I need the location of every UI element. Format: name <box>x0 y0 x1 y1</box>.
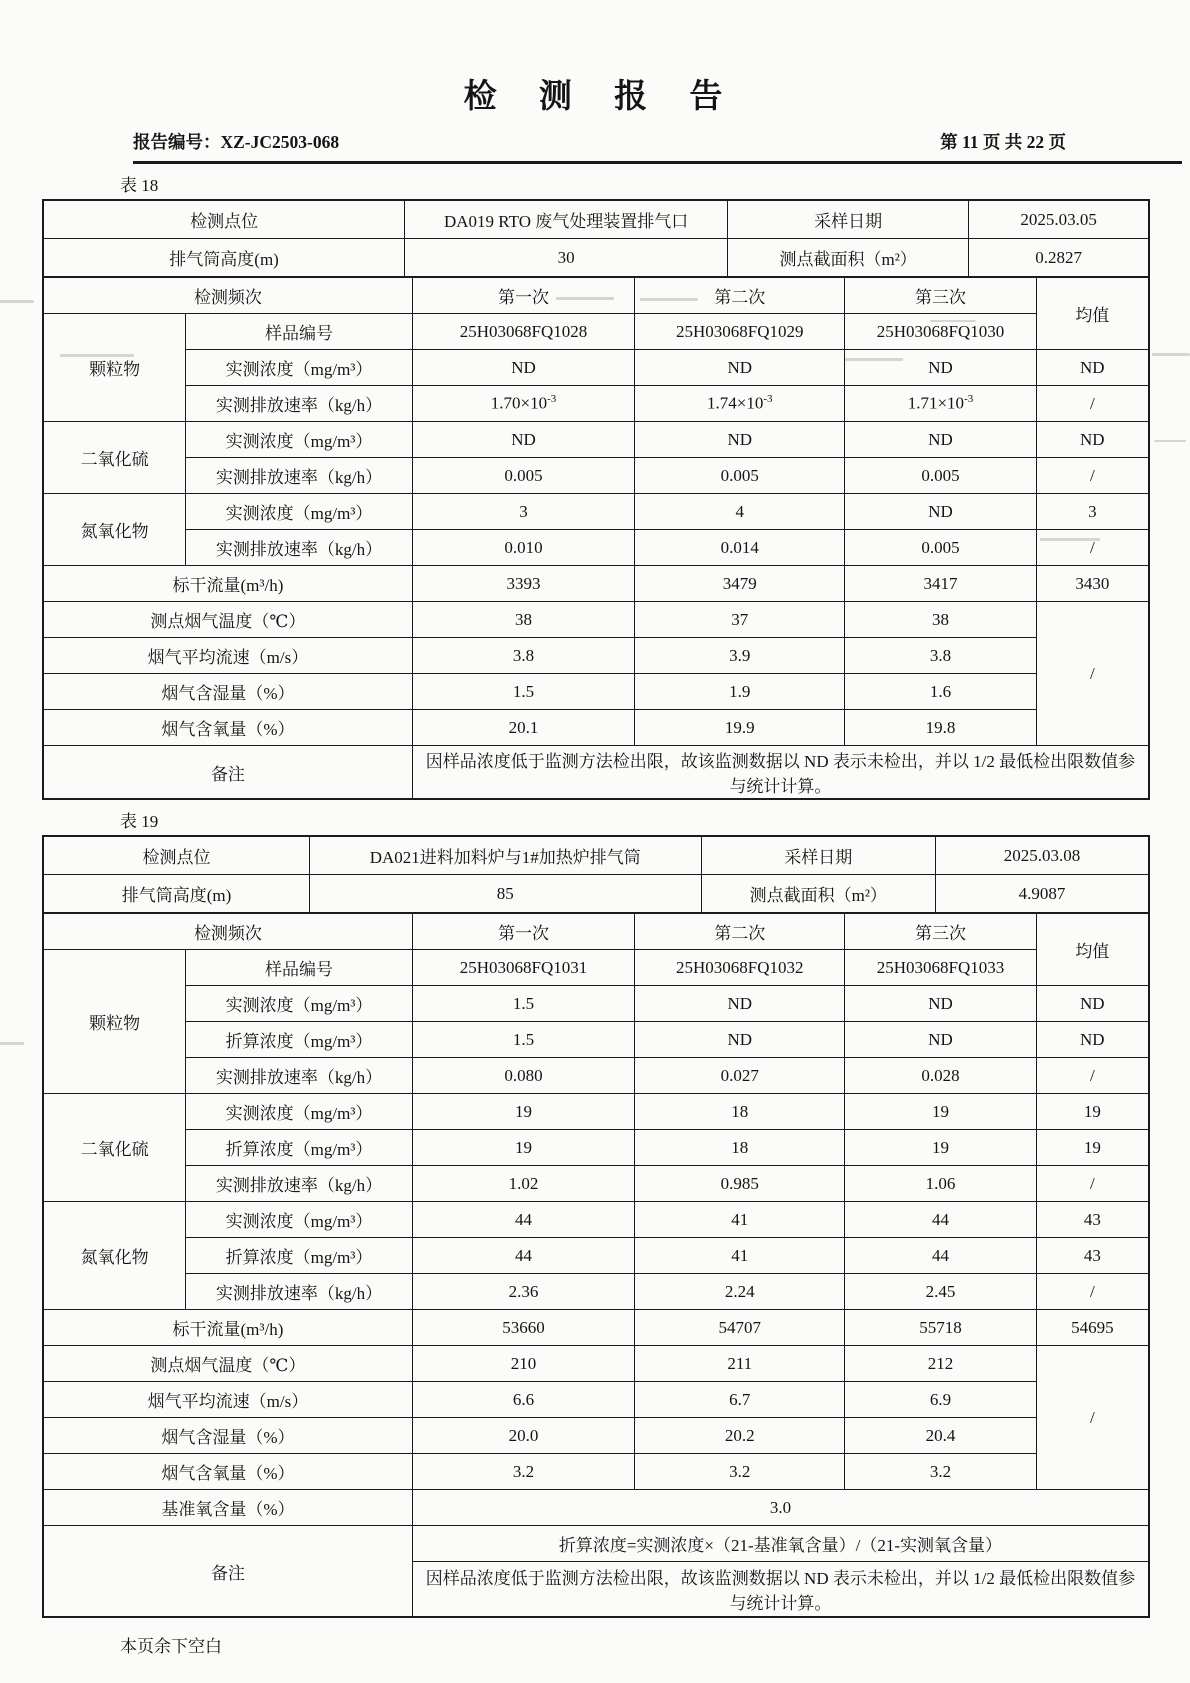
table18-caption: 表 18 <box>120 176 159 195</box>
run-header-cell: 第一次 <box>412 913 634 950</box>
baseline-oxygen-label-cell: 基准氧含量（%） <box>43 1490 412 1526</box>
scan-artifact <box>1154 440 1186 442</box>
avg-value-cell: ND <box>1036 986 1149 1022</box>
value-cell: ND <box>635 1022 845 1058</box>
value-cell: ND <box>845 494 1036 530</box>
value-cell: 44 <box>412 1202 634 1238</box>
stack-height-label-cell: 排气筒高度(m) <box>43 239 405 278</box>
value-cell: 0.005 <box>635 458 845 494</box>
header-rule <box>133 161 1182 164</box>
value-cell: 3417 <box>845 566 1036 602</box>
param-label-cell: 实测浓度（mg/m³） <box>186 422 413 458</box>
value-cell: 0.005 <box>845 458 1036 494</box>
misc-label-cell: 烟气含氧量（%） <box>43 710 412 746</box>
report-header-row <box>133 129 1066 154</box>
value-cell: 37 <box>635 602 845 638</box>
param-label-cell: 实测浓度（mg/m³） <box>186 350 413 386</box>
remark-text-cell: 因样品浓度低于监测方法检出限，故该监测数据以 ND 表示未检出，并以 1/2 最低检出限数值参与统计计算。 <box>412 746 1149 800</box>
value-cell: 1.5 <box>412 1022 634 1058</box>
value-cell: 3393 <box>412 566 634 602</box>
avg-value-cell: / <box>1036 458 1149 494</box>
value-cell: 0.028 <box>845 1058 1036 1094</box>
section-area-value-cell: 4.9087 <box>936 875 1149 914</box>
value-cell: 53660 <box>412 1310 634 1346</box>
page-number: 第 11 页 共 22 页 <box>940 132 1066 152</box>
avg-value-cell: 19 <box>1036 1130 1149 1166</box>
page-footer-note: 本页余下空白 <box>120 1637 222 1656</box>
value-cell: 2.36 <box>412 1274 634 1310</box>
value-cell: ND <box>635 986 845 1022</box>
value-cell: 1.5 <box>412 674 634 710</box>
misc-avg-cell: / <box>1036 602 1149 746</box>
value-cell <box>845 386 1036 422</box>
value-cell: 20.1 <box>412 710 634 746</box>
report-number-label: 报告编号： <box>133 132 221 152</box>
value-cell: ND <box>845 986 1036 1022</box>
run-header-cell: 第二次 <box>635 913 845 950</box>
value-cell: ND <box>635 422 845 458</box>
value-cell: 210 <box>412 1346 634 1382</box>
value-cell: 2.24 <box>635 1274 845 1310</box>
value-cell <box>412 386 634 422</box>
value-cell: 3.2 <box>635 1454 845 1490</box>
report-number <box>133 129 339 154</box>
value-cell: 1.9 <box>635 674 845 710</box>
misc-label-cell: 烟气平均流速（m/s） <box>43 638 412 674</box>
value-cell: ND <box>845 350 1036 386</box>
value-cell: 44 <box>845 1238 1036 1274</box>
scan-artifact <box>0 300 34 303</box>
pollutant-name-cell: 氮氧化物 <box>43 1202 186 1310</box>
value-cell: 6.7 <box>635 1382 845 1418</box>
value-cell: ND <box>845 422 1036 458</box>
misc-label-cell: 测点烟气温度（℃） <box>43 1346 412 1382</box>
value-cell: 3.2 <box>845 1454 1036 1490</box>
param-label-cell: 实测排放速率（kg/h） <box>186 1058 413 1094</box>
value-cell: 3479 <box>635 566 845 602</box>
pollutant-name-cell: 颗粒物 <box>43 950 186 1094</box>
avg-value-cell: 43 <box>1036 1238 1149 1274</box>
value-cell: 6.9 <box>845 1382 1036 1418</box>
sci-base: 1.70×10 <box>490 393 548 413</box>
value-cell: 54707 <box>635 1310 845 1346</box>
scan-artifact <box>1152 353 1190 356</box>
pollutant-name-cell: 颗粒物 <box>43 314 186 422</box>
value-cell: 0.005 <box>412 458 634 494</box>
point-value-cell: DA019 RTO 废气处理装置排气口 <box>405 200 728 239</box>
stack-height-value-cell: 85 <box>310 875 702 914</box>
misc-label-cell: 烟气含湿量（%） <box>43 1418 412 1454</box>
misc-avg-cell: / <box>1036 1346 1149 1490</box>
value-cell: 18 <box>635 1094 845 1130</box>
value-cell: ND <box>412 350 634 386</box>
param-label-cell: 实测浓度（mg/m³） <box>186 1094 413 1130</box>
table18-info <box>42 199 1150 278</box>
value-cell: 19.8 <box>845 710 1036 746</box>
run-header-cell: 第二次 <box>635 277 845 314</box>
value-cell: 0.010 <box>412 530 634 566</box>
value-cell: 0.005 <box>845 530 1036 566</box>
value-cell: 2.45 <box>845 1274 1036 1310</box>
point-value-cell: DA021进料加料炉与1#加热炉排气筒 <box>310 836 702 875</box>
value-cell: 1.6 <box>845 674 1036 710</box>
value-cell: 18 <box>635 1130 845 1166</box>
avg-value-cell: 54695 <box>1036 1310 1149 1346</box>
value-cell <box>635 386 845 422</box>
doc-title: 检 测 报 告 <box>463 79 729 115</box>
value-cell: 211 <box>635 1346 845 1382</box>
value-cell: 20.0 <box>412 1418 634 1454</box>
sci-base: 1.74×10 <box>706 393 764 413</box>
flow-label-cell: 标干流量(m³/h) <box>43 1310 412 1346</box>
stack-height-label-cell: 排气筒高度(m) <box>43 875 310 914</box>
misc-label-cell: 烟气含氧量（%） <box>43 1454 412 1490</box>
sample-id-cell: 25H03068FQ1032 <box>635 950 845 986</box>
value-cell: 19 <box>845 1094 1036 1130</box>
value-cell: 38 <box>412 602 634 638</box>
value-cell: 0.014 <box>635 530 845 566</box>
remark-formula-cell: 折算浓度=实测浓度×（21-基准氧含量）/（21-实测氧含量） <box>412 1526 1149 1562</box>
sample-label-cell: 样品编号 <box>186 314 413 350</box>
date-value-cell: 2025.03.05 <box>969 200 1149 239</box>
avg-value-cell: / <box>1036 1166 1149 1202</box>
remark-text-cell: 因样品浓度低于监测方法检出限，故该监测数据以 ND 表示未检出，并以 1/2 最低检出限数值参与统计计算。 <box>412 1562 1149 1618</box>
value-cell: 0.027 <box>635 1058 845 1094</box>
avg-value-cell: 3 <box>1036 494 1149 530</box>
value-cell: 20.4 <box>845 1418 1036 1454</box>
value-cell: 1.5 <box>412 986 634 1022</box>
value-cell: 38 <box>845 602 1036 638</box>
value-cell: 19 <box>412 1094 634 1130</box>
value-cell: 3.8 <box>412 638 634 674</box>
misc-label-cell: 烟气平均流速（m/s） <box>43 1382 412 1418</box>
avg-value-cell: ND <box>1036 350 1149 386</box>
sample-id-cell: 25H03068FQ1033 <box>845 950 1036 986</box>
param-label-cell: 实测排放速率（kg/h） <box>186 386 413 422</box>
value-cell: 0.985 <box>635 1166 845 1202</box>
misc-label-cell: 烟气含湿量（%） <box>43 674 412 710</box>
value-cell: 3 <box>412 494 634 530</box>
pollutant-name-cell: 氮氧化物 <box>43 494 186 566</box>
table18-data <box>42 276 1150 800</box>
avg-value-cell: ND <box>1036 1022 1149 1058</box>
param-label-cell: 实测浓度（mg/m³） <box>186 494 413 530</box>
param-label-cell: 折算浓度（mg/m³） <box>186 1022 413 1058</box>
value-cell: ND <box>845 1022 1036 1058</box>
avg-value-cell: / <box>1036 530 1149 566</box>
run-header-cell: 第三次 <box>845 913 1036 950</box>
value-cell: 3.8 <box>845 638 1036 674</box>
pollutant-name-cell: 二氧化硫 <box>43 1094 186 1202</box>
param-label-cell: 实测排放速率（kg/h） <box>186 1274 413 1310</box>
value-cell: 41 <box>635 1202 845 1238</box>
page-content <box>42 0 1150 1657</box>
avg-header-cell: 均值 <box>1036 913 1149 986</box>
run-header-cell: 第一次 <box>412 277 634 314</box>
avg-header-cell: 均值 <box>1036 277 1149 350</box>
section-area-label-cell: 测点截面积（m²） <box>728 239 969 278</box>
report-number-value: XZ-JC2503-068 <box>220 132 340 152</box>
value-cell: 19.9 <box>635 710 845 746</box>
avg-value-cell: / <box>1036 1058 1149 1094</box>
sci-base: 1.71×10 <box>907 393 965 413</box>
sci-exponent: -3 <box>964 393 974 406</box>
flow-label-cell: 标干流量(m³/h) <box>43 566 412 602</box>
value-cell: 44 <box>412 1238 634 1274</box>
sci-exponent: -3 <box>763 393 773 406</box>
freq-label-cell: 检测频次 <box>43 913 412 950</box>
value-cell: 3.9 <box>635 638 845 674</box>
sample-id-cell: 25H03068FQ1030 <box>845 314 1036 350</box>
misc-label-cell: 测点烟气温度（℃） <box>43 602 412 638</box>
date-label-cell: 采样日期 <box>701 836 935 875</box>
value-cell: 19 <box>412 1130 634 1166</box>
param-label-cell: 实测排放速率（kg/h） <box>186 1166 413 1202</box>
value-cell: ND <box>412 422 634 458</box>
sci-exponent: -3 <box>547 393 557 406</box>
value-cell: 44 <box>845 1202 1036 1238</box>
section-area-label-cell: 测点截面积（m²） <box>701 875 935 914</box>
table19-data <box>42 912 1150 1618</box>
value-cell: 1.02 <box>412 1166 634 1202</box>
param-label-cell: 折算浓度（mg/m³） <box>186 1238 413 1274</box>
baseline-oxygen-value-cell: 3.0 <box>412 1490 1149 1526</box>
value-cell: 0.080 <box>412 1058 634 1094</box>
remark-label-cell: 备注 <box>43 1526 412 1618</box>
remark-label-cell: 备注 <box>43 746 412 800</box>
param-label-cell: 实测排放速率（kg/h） <box>186 530 413 566</box>
avg-value-cell: / <box>1036 386 1149 422</box>
value-cell: 4 <box>635 494 845 530</box>
avg-value-cell: 19 <box>1036 1094 1149 1130</box>
section-area-value-cell: 0.2827 <box>969 239 1149 278</box>
value-cell: 20.2 <box>635 1418 845 1454</box>
scan-artifact <box>0 1042 24 1045</box>
value-cell: ND <box>635 350 845 386</box>
table19-caption: 表 19 <box>120 812 159 831</box>
param-label-cell: 实测浓度（mg/m³） <box>186 986 413 1022</box>
value-cell: 41 <box>635 1238 845 1274</box>
avg-value-cell: 43 <box>1036 1202 1149 1238</box>
value-cell: 3.2 <box>412 1454 634 1490</box>
param-label-cell: 实测排放速率（kg/h） <box>186 458 413 494</box>
date-value-cell: 2025.03.08 <box>936 836 1149 875</box>
date-label-cell: 采样日期 <box>728 200 969 239</box>
freq-label-cell: 检测频次 <box>43 277 412 314</box>
sample-id-cell: 25H03068FQ1031 <box>412 950 634 986</box>
avg-value-cell: / <box>1036 1274 1149 1310</box>
pollutant-name-cell: 二氧化硫 <box>43 422 186 494</box>
stack-height-value-cell: 30 <box>405 239 728 278</box>
param-label-cell: 折算浓度（mg/m³） <box>186 1130 413 1166</box>
value-cell: 6.6 <box>412 1382 634 1418</box>
avg-value-cell: ND <box>1036 422 1149 458</box>
point-label-cell: 检测点位 <box>43 200 405 239</box>
param-label-cell: 实测浓度（mg/m³） <box>186 1202 413 1238</box>
run-header-cell: 第三次 <box>845 277 1036 314</box>
sample-label-cell: 样品编号 <box>186 950 413 986</box>
sample-id-cell: 25H03068FQ1029 <box>635 314 845 350</box>
value-cell: 55718 <box>845 1310 1036 1346</box>
value-cell: 212 <box>845 1346 1036 1382</box>
point-label-cell: 检测点位 <box>43 836 310 875</box>
sample-id-cell: 25H03068FQ1028 <box>412 314 634 350</box>
value-cell: 19 <box>845 1130 1036 1166</box>
value-cell: 1.06 <box>845 1166 1036 1202</box>
avg-value-cell: 3430 <box>1036 566 1149 602</box>
table19-info <box>42 835 1150 914</box>
